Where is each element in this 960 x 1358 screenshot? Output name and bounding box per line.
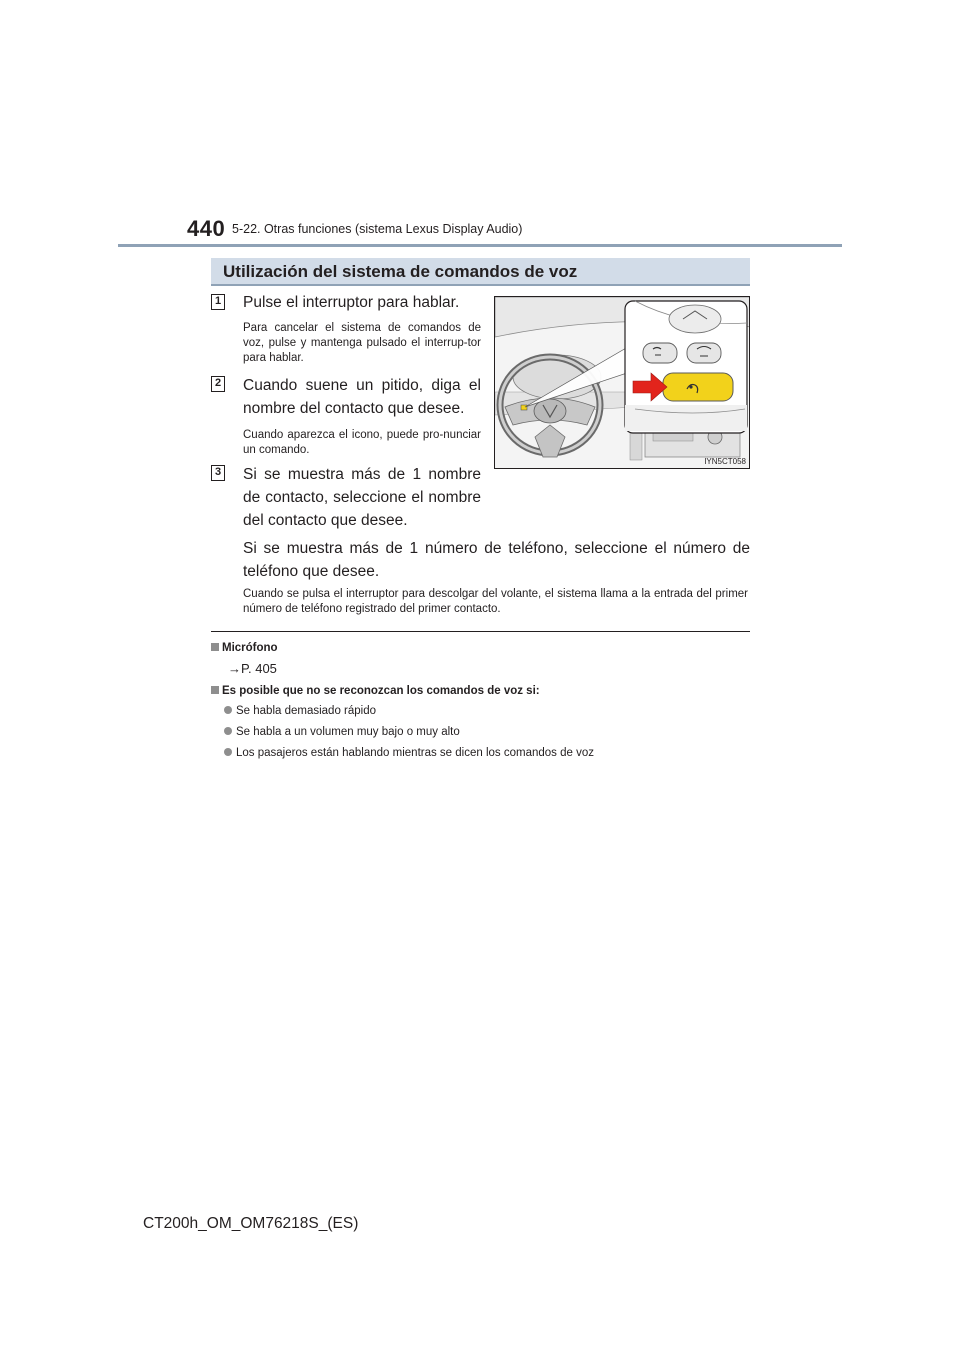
step-3-title: Si se muestra más de 1 nombre de contacto, seleccione el nombre del contacto que desee. xyxy=(243,466,481,529)
step-1-title: Pulse el interruptor para hablar. xyxy=(243,294,460,311)
content-divider xyxy=(211,631,750,632)
list-item: Se habla a un volumen muy bajo o muy alto xyxy=(224,726,460,738)
talk-switch-illustration xyxy=(494,296,750,469)
footer-document-code: CT200h_OM_OM76218S_(ES) xyxy=(143,1215,359,1232)
note-heading-microfono: Micrófono xyxy=(211,642,278,654)
chapter-header: 5-22. Otras funciones (sistema Lexus Display Audio) xyxy=(232,222,523,236)
section-title-bar xyxy=(211,258,750,286)
steering-wheel-icon xyxy=(495,297,750,469)
step-3-continuation: Si se muestra más de 1 número de teléfono, seleccione el número de teléfono que desee. xyxy=(243,540,750,580)
dot-bullet-icon xyxy=(224,706,232,714)
dot-bullet-icon xyxy=(224,748,232,756)
step-1-note: Para cancelar el sistema de comandos de voz, pulse y mantenga pulsado el interrup-tor para hablar. xyxy=(243,322,481,364)
square-bullet-icon xyxy=(211,686,219,694)
step-1-badge: 1 xyxy=(211,294,225,310)
note-heading-voice-commands: Es posible que no se reconozcan los comandos de voz si: xyxy=(211,685,540,697)
step-2-note: Cuando aparezca el icono, puede pro-nunciar un comando. xyxy=(243,429,481,456)
step-3-badge: 3 xyxy=(211,465,225,481)
dot-bullet-icon xyxy=(224,727,232,735)
step-3-note: Cuando se pulsa el interruptor para descolgar del volante, el sistema llama a la entrada del primer número de teléfono registrado del primer contacto. xyxy=(243,588,748,615)
step-2-title: Cuando suene un pitido, diga el nombre del contacto que desee. xyxy=(243,377,481,417)
square-bullet-icon xyxy=(211,643,219,651)
figure-code: IYN5CT058 xyxy=(704,457,746,466)
page-number: 440 xyxy=(187,216,226,241)
note-reference-link[interactable]: →P. 405 xyxy=(228,661,277,676)
section-title: Utilización del sistema de comandos de voz xyxy=(223,262,578,281)
step-2-badge: 2 xyxy=(211,376,225,392)
list-item: Los pasajeros están hablando mientras se dicen los comandos de voz xyxy=(224,747,594,759)
list-item: Se habla demasiado rápido xyxy=(224,705,376,717)
header-rule xyxy=(118,244,842,247)
